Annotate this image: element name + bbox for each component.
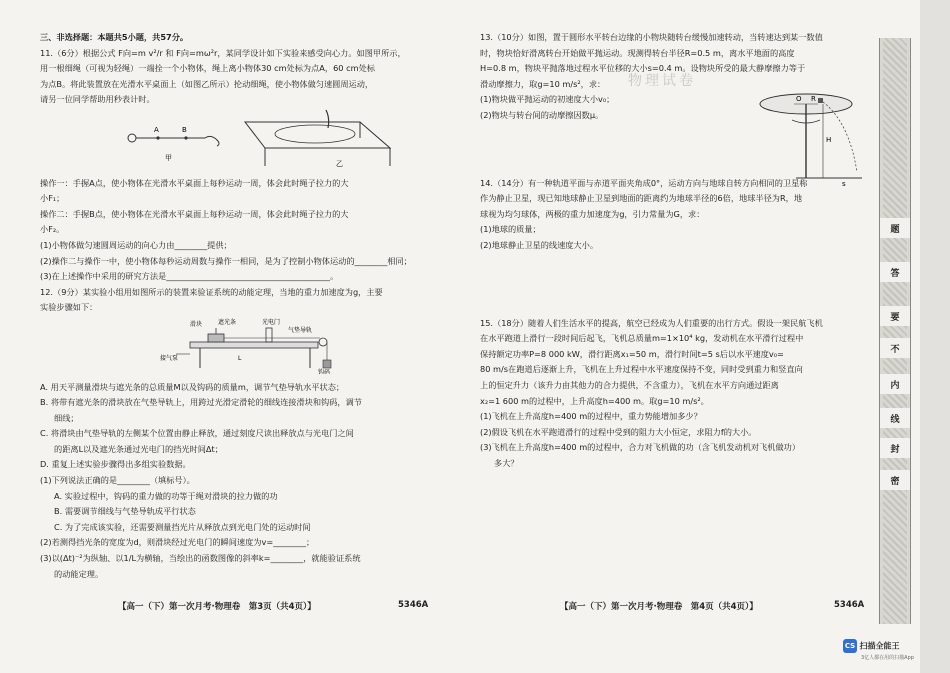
question-11 xyxy=(40,46,428,285)
q12-option: B. 需要调节细线与气垫导轨成平行状态 xyxy=(54,506,196,517)
q12-figure xyxy=(40,316,420,374)
label-o: O xyxy=(796,95,802,103)
scanner-subtitle: 3亿人都在用的扫描App xyxy=(861,655,914,661)
q12-option: A. 实验过程中，钩码的重力做的功等于绳对滑块的拉力做的功 xyxy=(54,490,278,501)
q12-step: B. 将带有遮光条的滑块放在气垫导轨上，用跨过光滑定滑轮的细线连接滑块和钩码，调节 xyxy=(40,397,362,408)
seal-hatch xyxy=(883,38,907,624)
q11-op: 操作一：手握A点，使小物体在光滑水平桌面上每秒运动一周，体会此时绳子拉力的大 xyxy=(40,177,349,188)
label-b: B xyxy=(182,125,187,134)
label-shade: 遮光条 xyxy=(218,318,237,326)
q15-line: 上的恒定升力（该升力由其他力的合力提供，不含重力），飞机在水平方向通过距离 xyxy=(480,379,779,390)
q11-sub: (3)在上述操作中采用的研究方法是________________________________________。 xyxy=(40,271,339,282)
page-edge xyxy=(920,0,950,673)
section-header: 三、非选择题：本题共5小题，共57分。 xyxy=(40,32,189,42)
q14-line: 14.（14分）有一种轨道平面与赤道平面夹角成0°，运动方向与地球自转方向相同的卫星称 xyxy=(480,177,808,188)
seal-char: 要 xyxy=(880,306,910,326)
q11-line: 11.（6分）根据公式 F向=m v²/r 和 F向=mω²r，某同学设计如下实验来感受向心力。如图甲所示， xyxy=(40,47,406,58)
q15-sub: (1)飞机在上升高度h=400 m的过程中，重力势能增加多少？ xyxy=(480,411,702,422)
q15-sub: (2)假设飞机在水平跑道滑行的过程中受到的阻力大小恒定，求阻力f的大小。 xyxy=(480,426,757,437)
q12-sub: (3)以(Δt)⁻²为纵轴、以1/L为横轴，当绘出的函数图像的斜率k=________，就能验证系统 xyxy=(40,553,361,564)
label-pump: 接气泵 xyxy=(160,354,179,362)
page-3 xyxy=(40,30,428,582)
q13-figure xyxy=(756,90,866,186)
scanner-logo-icon: CS xyxy=(843,639,857,653)
q15-line: 在水平跑道上滑行一段时间后起飞，飞机总质量m=1×10⁴ kg，发动机在水平滑行过程中 xyxy=(480,333,804,344)
label-s: s xyxy=(842,180,846,186)
q12-sub: (1)下列说法正确的是________（填标号）。 xyxy=(40,475,195,486)
watermark: 物理试卷 xyxy=(628,73,696,89)
label-slider: 滑块 xyxy=(190,320,203,328)
page-3-code: 5346A xyxy=(398,600,429,610)
label-a: A xyxy=(154,125,159,134)
label-weight: 钩码 xyxy=(318,368,331,374)
label-l: L xyxy=(238,354,242,362)
seal-char: 题 xyxy=(880,218,910,238)
q13-sub: (2)物块与转台间的动摩擦因数μ。 xyxy=(480,109,604,120)
q14-sub: (2)地球静止卫星的线速度大小。 xyxy=(480,239,599,250)
question-14 xyxy=(480,176,866,254)
seal-char: 密 xyxy=(880,470,910,490)
q15-line: x₂=1 600 m的过程中，上升高度h=400 m。取g=10 m/s²。 xyxy=(480,395,709,406)
label-r: R xyxy=(811,95,816,103)
label-h: H xyxy=(826,136,832,144)
seal-char: 不 xyxy=(880,338,910,358)
q11-line: 为点B。将此装置放在光滑水平桌面上（如图乙所示）抡动细绳，使小物体做匀速圆周运动， xyxy=(40,78,374,89)
label-yi: 乙 xyxy=(336,159,343,168)
scanner-watermark xyxy=(843,639,914,661)
q15-sub: 多大？ xyxy=(494,457,519,468)
q12-step: 细线； xyxy=(54,412,79,423)
q12-step: C. 将滑块由气垫导轨的左侧某个位置由静止释放，通过刻度尺读出释放点与光电门之间 xyxy=(40,428,354,439)
q12-sub: (2)若测得挡光条的宽度为d，则滑块经过光电门的瞬间速度为v=________； xyxy=(40,537,315,548)
seal-char: 内 xyxy=(880,374,910,394)
q13-line: 时，物块恰好滑离转台开始做平抛运动。现测得转台半径R=0.5 m，离水平地面的高度 xyxy=(480,47,795,58)
question-12 xyxy=(40,285,428,583)
seal-char: 答 xyxy=(880,262,910,282)
q14-sub: (1)地球的质量； xyxy=(480,224,541,235)
q11-op: 小F₁； xyxy=(40,193,65,204)
q12-step: A. 用天平测量滑块与遮光条的总质量M以及钩码的质量m，调节气垫导轨水平状态； xyxy=(40,381,345,392)
page-4-code: 5346A xyxy=(834,600,865,610)
page-3-footer: 【高一（下）第一次月考·物理卷 第3页（共4页）】 xyxy=(118,602,316,612)
seal-char: 封 xyxy=(880,438,910,458)
q12-step: 的距离L以及遮光条通过光电门的挡光时间Δt； xyxy=(54,443,223,454)
label-jia: 甲 xyxy=(165,153,172,162)
question-15 xyxy=(480,316,866,472)
scanner-name: 扫描全能王 xyxy=(859,641,900,651)
q11-figure xyxy=(40,108,420,170)
q12-sub: 的动能定理。 xyxy=(54,568,104,579)
q12-line: 12.（9分）某实验小组用如图所示的装置来验证系统的动能定理，当地的重力加速度为g，主要 xyxy=(40,286,383,297)
q15-line: 15.（18分）随着人们生活水平的提高，航空已经成为人们重要的出行方式。假设一架民航飞机 xyxy=(480,317,823,328)
seal-strip xyxy=(879,38,911,624)
page-4 xyxy=(480,30,866,471)
q14-line: 作为静止卫星，现已知地球静止卫星到地面的距离约为地球半径的6倍，地球半径为R，地 xyxy=(480,193,803,204)
q13-sub: (1)物块做平抛运动的初速度大小v₀； xyxy=(480,94,615,105)
q11-line: 请另一位同学帮助用秒表计时。 xyxy=(40,94,155,105)
q12-option: C. 为了完成该实验，还需要测量挡光片从释放点到光电门处的运动时间 xyxy=(54,521,311,532)
q13-line: 13.（10分）如图，置于圆形水平转台边缘的小物块随转台缓慢加速转动，当转速达到某一数值 xyxy=(480,32,823,42)
q12-step: D. 重复上述实验步骤得出多组实验数据。 xyxy=(40,459,191,470)
q15-sub: (3)飞机在上升高度h=400 m的过程中，合力对飞机做的功（含飞机发动机对飞机做功） xyxy=(480,442,801,453)
q12-line: 实验步骤如下： xyxy=(40,302,98,313)
q15-line: 保持额定功率P=8 000 kW，滑行距离x₁=50 m，滑行时间t=5 s后以水平速度v₀= xyxy=(480,348,784,359)
q11-op: 操作二：手握B点，使小物体在光滑水平桌面上每秒运动一周，体会此时绳子拉力的大 xyxy=(40,208,349,219)
q11-line: 用一根细绳（可视为轻绳）一端拴一个小物体，绳上离小物体30 cm处标为点A，60 cm处标 xyxy=(40,63,375,74)
q11-sub: (2)操作二与操作一中，使小物体每秒运动周数与操作一相同，是为了控制小物体运动的________相同； xyxy=(40,255,412,266)
q11-sub: (1)小物体做匀速圆周运动的向心力由________提供； xyxy=(40,239,232,250)
q13-line: H=0.8 m，物块平抛落地过程水平位移的大小s=0.4 m。设物块所受的最大静摩擦力等于 xyxy=(480,63,806,74)
seal-char: 线 xyxy=(880,408,910,428)
page-4-footer: 【高一（下）第一次月考·物理卷 第4页（共4页）】 xyxy=(560,602,758,612)
label-rail: 气垫导轨 xyxy=(288,326,313,334)
label-gate: 光电门 xyxy=(262,318,281,326)
q15-line: 80 m/s在跑道后逐渐上升，飞机在上升过程中水平速度保持不变，同时受到重力和竖直向 xyxy=(480,364,803,375)
q14-line: 球视为均匀球体，两极的重力加速度为g，引力常量为G，求： xyxy=(480,208,705,219)
q11-op: 小F₂。 xyxy=(40,224,65,235)
q13-line: 滑动摩擦力，取g=10 m/s²，求： xyxy=(480,78,606,89)
